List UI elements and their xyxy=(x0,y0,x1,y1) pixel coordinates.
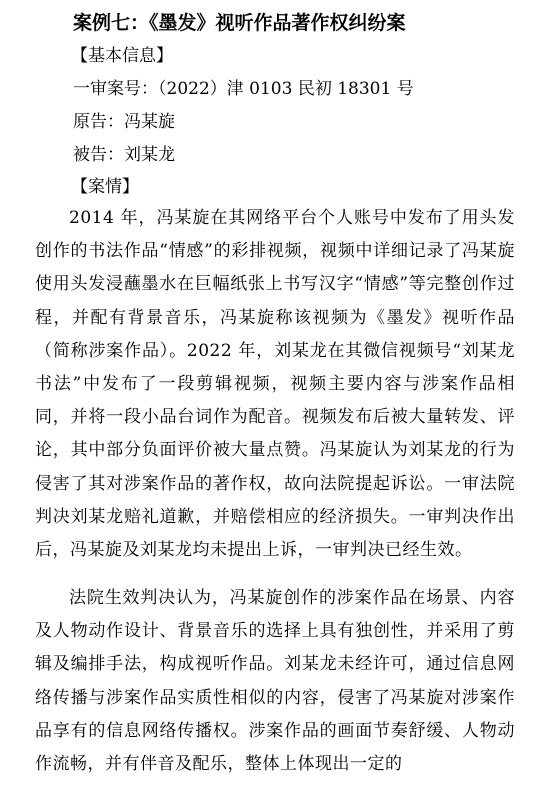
case-title: 案例七：《墨发》视听作品著作权纠纷案 xyxy=(73,12,406,34)
case-paragraph-2: 法院生效判决认为，冯某旋创作的涉案作品在场景、内容及人物动作设计、背景音乐的选择上具有独创性，并采用了剪辑及编排手法，构成视听作品。刘某龙未经许可，通过信息网络传播与涉案作品实质性相似的内容，侵害了冯某旋对涉案作品享有的信息网络传播权。涉案作品的画面节奏舒缓、人物动作流畅，并有伴音及配乐，整体上体现出一定的 xyxy=(35,588,515,775)
case-details-heading: 【案情】 xyxy=(71,177,139,197)
case-number: 一审案号：（2022）津 0103 民初 18301 号 xyxy=(73,79,414,99)
plaintiff: 原告：冯某旋 xyxy=(73,112,175,132)
case-paragraph-1: 2014 年，冯某旋在其网络平台个人账号中发布了用头发创作的书法作品“情感”的彩排视频，视频中详细记录了冯某旋使用头发浸蘸墨水在巨幅纸张上书写汉字“情感”等完整创作过程，并配有背景音乐，冯某旋称该视频为《墨发》视听作品（简称涉案作品）。2022 年，刘某龙在其微信视频号“刘某龙书法”中发布了一段剪辑视频，视频主要内容与涉案作品相同，并将一段小品台词作为配音。视频发布后被大量转发、评论，其中部分负面评价被大量点赞。冯某旋认为刘某龙的行为侵害了其对涉案作品的著作权，故向法院提起诉讼。一审法院判决刘某龙赔礼道歉，并赔偿相应的经济损失。一审判决作出后，冯某旋及刘某龙均未提出上诉，一审判决已经生效。 xyxy=(35,208,515,561)
basic-info-heading: 【基本信息】 xyxy=(71,46,173,66)
defendant: 被告：刘某龙 xyxy=(73,145,175,165)
